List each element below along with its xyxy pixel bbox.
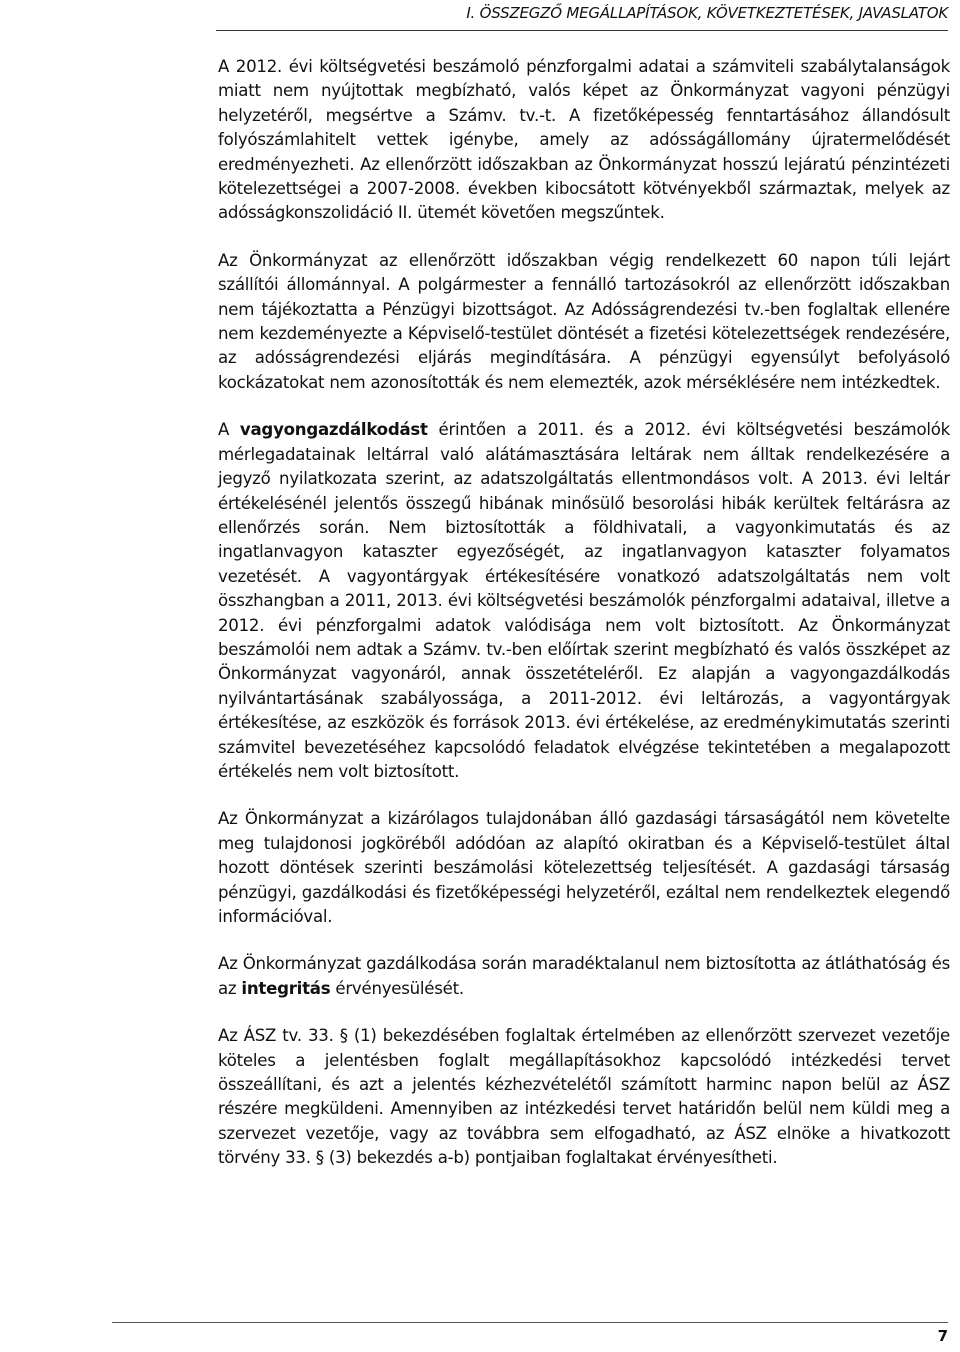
paragraph-financial-reporting: A 2012. évi költségvetési beszámoló pénzforgalmi adatai a számviteli szabálytalanságok miatt nem nyújtottak megbízható, valós képet az Önkormányzat vagyoni pénzügyi helyzetéről, megsértve a Számv. tv.-t. A fizetőképesség fenntartásához állandósult folyószámlahitelt vettek igénybe, amely az adósságállomány újratermelődését eredményezheti. Az ellenőrzött időszakban az Önkormányzat hosszú lejáratú pénzintézeti kötelezettségei a 2007-2008. években kibocsátott kötvényekből származtak, melyek az adósságkonszolidáció II. ütemét követően megszűntek. bbox=[218, 57, 950, 223]
page-number: 7 bbox=[937, 1327, 948, 1345]
running-header bbox=[216, 4, 948, 31]
document-body bbox=[218, 55, 950, 1194]
header-title: I. ÖSSZEGZŐ MEGÁLLAPÍTÁSOK, KÖVETKEZTETÉSEK, JAVASLATOK bbox=[466, 4, 948, 22]
paragraph-company-oversight: Az Önkormányzat a kizárólagos tulajdonában álló gazdasági társaságától nem követelte meg tulajdonosi jogköréből adódóan az alapító okiratban és a Képviselő-testület által hozott döntések szerinti beszámolási kötelezettség teljesítését. A gazdasági társaság pénzügyi, gazdálkodási és fizetőképességi helyzetéről, ezáltal nem rendelkeztek elegendő információval. bbox=[218, 809, 950, 926]
paragraph-rest: érvényesülését. bbox=[330, 978, 464, 998]
paragraph-asset-management bbox=[218, 418, 950, 784]
paragraph-rest: érintően a 2011. és a 2012. évi költségvetési beszámolók mérlegadatainak leltárral való alátámasztására leltárak nem álltak rendelkezésére a jegyző nyilatkozata szerint, az adatszolgáltatás ellentmondásos volt. A 2013. évi leltár értékelésénél jelentős összegű hibának minősülő besorolási hibák kerültek feltárásra az ellenőrzés során. Nem biztosították a földhivatali, a vagyonkimutatás és az ingatlanvagyon kataszter egyezőségét, az ingatlanvagyon kataszter folyamatos vezetését. A vagyontárgyak értékesítésére vonatkozó adatszolgáltatás nem volt összhangban a 2011, 2013. évi költségvetési beszámolók pénzforgalmi adataival, illetve a 2012. évi pénzforgalmi adatok valódisága nem volt biztosított. Az Önkormányzat beszámolói nem adtak a Számv. tv.-ben előírtak szerint megbízható és valós összképet az Önkormányzat vagyonáról, annak összetételéről. Ez alapján a vagyongazdálkodás nyilvántartásának szabályossága, a 2011-2012. évi leltározás, a vagyontárgyak értékesítése, az eszközök és források 2013. évi értékelése, az eredménykimutatás szerinti számvitel bevezetéséhez kapcsolódó feladatok elvégzése tekintetében a megalapozott értékelés nem volt biztosított. bbox=[218, 420, 950, 781]
paragraph-action-plan: Az ÁSZ tv. 33. § (1) bekezdésében foglaltak értelmében az ellenőrzött szervezet vezetője köteles a jelentésben foglalt megállapításokhoz kapcsolódó intézkedési tervet összeállítani, és azt a jelentés kézhezvételétől számított harminc napon belül az ÁSZ részére megküldeni. Amennyiben az intézkedési tervet határidőn belül nem küldi meg a szervezet vezetője, vagy az továbbra sem elfogadható, az ÁSZ elnöke a hivatkozott törvény 33. § (3) bekezdés a-b) pontjaiban foglaltakat érvényesítheti. bbox=[218, 1026, 950, 1168]
footer-divider bbox=[112, 1322, 948, 1323]
paragraph-lead: Az Önkormányzat gazdálkodása során maradéktalanul nem biztosította az átláthatóság és az bbox=[218, 954, 950, 998]
paragraph-lead: A bbox=[218, 420, 240, 440]
keyword-asset-management: vagyongazdálkodást bbox=[239, 420, 428, 440]
paragraph-transparency bbox=[218, 952, 950, 1001]
paragraph-overdue-liabilities: Az Önkormányzat az ellenőrzött időszakban végig rendelkezett 60 napon túli lejárt szállítói állománnyal. A polgármester a fennálló tartozásokról az ellenőrzött időszakban nem tájékoztatta a Pénzügyi bizottságot. Az Adósságrendezési tv.-ben foglaltak ellenére nem kezdeményezte a Képviselő-testület döntését a fizetési kötelezettségek rendezésére, az adósságrendezési eljárás megindítására. A pénzügyi egyensúlyt befolyásoló kockázatokat nem azonosították és nem elemezték, azok mérséklésére nem intézkedtek. bbox=[218, 250, 950, 392]
keyword-integrity: integritás bbox=[241, 978, 331, 998]
